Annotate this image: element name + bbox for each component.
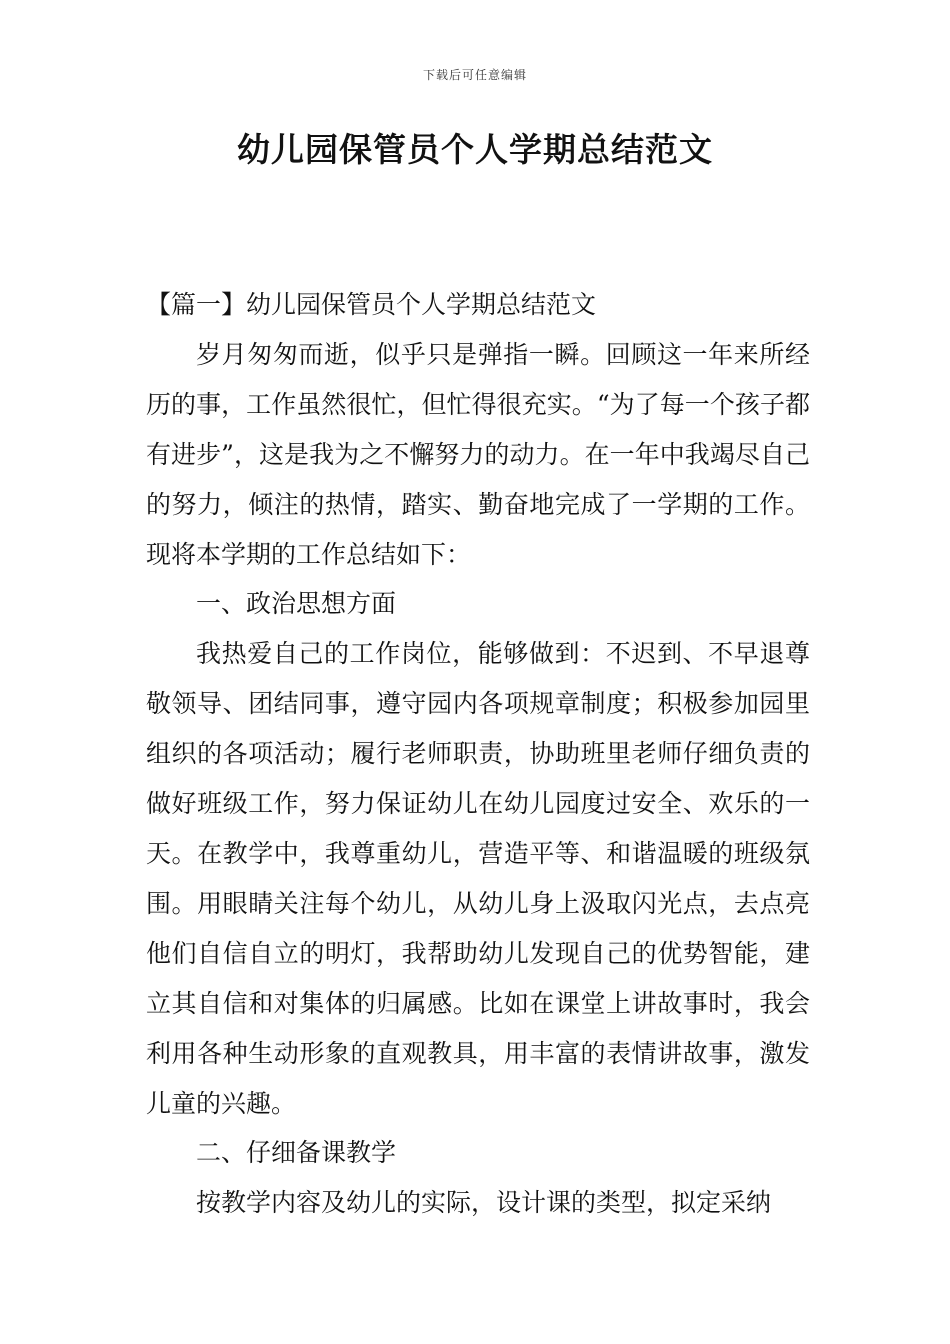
paragraph-lesson-prep: 按教学内容及幼儿的实际，设计课的类型，拟定采纳	[196, 1188, 772, 1218]
subheading-political: 一、政治思想方面	[196, 589, 397, 619]
paragraph-political: 我热爱自己的工作岗位，能够做到：不迟到、不早退尊敬领导、团结同事，遵守园内各项规章制度；积极参加园里组织的各项活动；履行老师职责，协助班里老师仔细负责的做好班级工作，努力保证幼儿在幼儿园度过安全、欢乐的一天。在教学中，我尊重幼儿，营造平等、和谐温暖的班级氛围。用眼睛关注每个幼儿，从幼儿身上汲取闪光点，去点亮他们自信自立的明灯，我帮助幼儿发现自己的优势智能，建立其自信和对集体的归属感。比如在课堂上讲故事时，我会利用各种生动形象的直观教具，用丰富的表情讲故事，激发儿童的兴趣。	[146, 639, 810, 1118]
header-note: 下载后可任意编辑	[422, 68, 527, 82]
document-body	[146, 280, 810, 1228]
document-title: 幼儿园保管员个人学期总结范文	[237, 130, 713, 169]
section-heading: 【篇一】幼儿园保管员个人学期总结范文	[146, 290, 597, 319]
paragraph-intro: 岁月匆匆而逝，似乎只是弹指一瞬。回顾这一年来所经历的事，工作虽然很忙，但忙得很充实。“为了每一个孩子都有进步”，这是我为之不懈努力的动力。在一年中我竭尽自己的努力，倾注的热情，踏实、勤奋地完成了一学期的工作。现将本学期的工作总结如下：	[146, 339, 810, 569]
subheading-lesson-prep: 二、仔细备课教学	[196, 1138, 397, 1168]
